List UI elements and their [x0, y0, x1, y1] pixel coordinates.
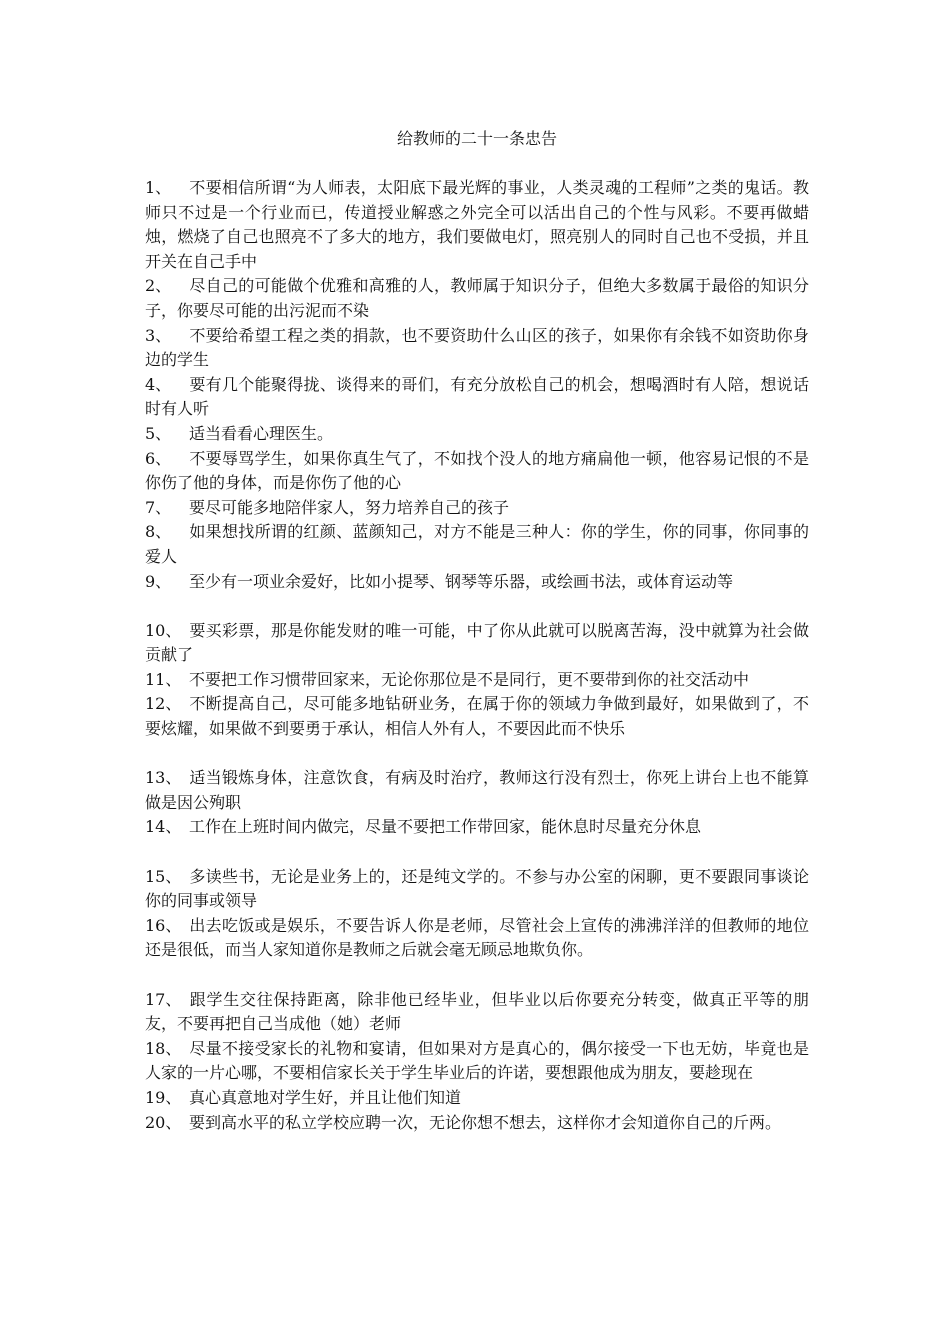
- item-number: 12、: [145, 694, 182, 714]
- paragraph-gap: [145, 963, 809, 988]
- item-number: 14、: [145, 817, 182, 837]
- item-text: 要买彩票，那是你能发财的唯一可能，中了你从此就可以脱离苦海，没中就算为社会做贡献了: [145, 620, 809, 665]
- item-text: 要到高水平的私立学校应聘一次，无论你想不想去，这样你才会知道你自己的斤两。: [189, 1112, 782, 1132]
- item-text: 真心真意地对学生好，并且让他们知道: [189, 1087, 462, 1107]
- list-item: [145, 914, 809, 963]
- item-text: 不断提高自己，尽可能多地钻研业务，在属于你的领域力争做到最好，如果做到了，不要炫耀，如果做不到要勇于承认，相信人外有人，不要因此而不快乐: [145, 694, 809, 739]
- item-number: 16、: [145, 915, 182, 935]
- paragraph-gap: [145, 594, 809, 619]
- list-item: [145, 520, 809, 569]
- item-text: 适当锻炼身体，注意饮食，有病及时治疗，教师这行没有烈士，你死上讲台上也不能算做是因公殉职: [145, 768, 809, 812]
- list-item: [145, 496, 809, 521]
- item-number: 19、: [145, 1087, 182, 1107]
- list-item: [145, 274, 809, 323]
- list-item: [145, 447, 809, 496]
- item-text: 不要给希望工程之类的捐款，也不要资助什么山区的孩子，如果你有余钱不如资助你身边的学生: [145, 325, 809, 370]
- list-item: [145, 865, 809, 914]
- item-number: 6、: [145, 448, 172, 468]
- item-number: 11、: [145, 669, 182, 689]
- list-item: [145, 422, 809, 447]
- document-body: [145, 127, 809, 1135]
- item-number: 7、: [145, 497, 172, 517]
- list-item: [145, 766, 809, 815]
- item-text: 不要把工作习惯带回家来，无论你那位是不是同行，更不要带到你的社交活动中: [189, 669, 750, 689]
- item-number: 2、: [145, 276, 172, 296]
- item-number: 13、: [145, 768, 182, 788]
- list-item: [145, 1111, 809, 1136]
- item-text: 尽量不接受家长的礼物和宴请，但如果对方是真心的，偶尔接受一下也无妨，毕竟也是人家的一片心哪，不要相信家长关于学生毕业后的许诺，要想跟他成为朋友，要趁现在: [145, 1038, 809, 1083]
- item-text: 多读些书，无论是业务上的，还是纯文学的。不参与办公室的闲聊，更不要跟同事谈论你的同事或领导: [145, 866, 809, 911]
- list-item: [145, 668, 809, 693]
- item-text: 不要辱骂学生，如果你真生气了，不如找个没人的地方痛扁他一顿，他容易记恨的不是你伤了他的身体，而是你伤了他的心: [145, 448, 809, 493]
- item-text: 不要相信所谓“为人师表，太阳底下最光辉的事业，人类灵魂的工程师”之类的鬼话。教师只不过是一个行业而已，传道授业解惑之外完全可以活出自己的个性与风彩。不要再做蜡烛，燃烧了自己也照亮不了多大的地方，我们要做电灯，照亮别人的同时自己也不受损，并且开关在自己手中: [145, 178, 809, 271]
- item-number: 20、: [145, 1112, 182, 1132]
- item-text: 工作在上班时间内做完，尽量不要把工作带回家，能休息时尽量充分休息: [189, 817, 702, 837]
- item-number: 17、: [145, 989, 182, 1009]
- item-text: 要尽可能多地陪伴家人，努力培养自己的孩子: [189, 497, 510, 517]
- item-number: 4、: [145, 374, 172, 394]
- document-title: 给教师的二十一条忠告: [396, 129, 557, 148]
- paragraph-gap: [145, 742, 809, 767]
- item-text: 至少有一项业余爱好，比如小提琴、钢琴等乐器，或绘画书法，或体育运动等: [189, 571, 734, 591]
- item-number: 8、: [145, 522, 172, 542]
- list-item: [145, 176, 809, 274]
- item-number: 15、: [145, 866, 182, 886]
- list-item: [145, 619, 809, 668]
- item-number: 5、: [145, 423, 172, 443]
- item-text: 如果想找所谓的红颜、蓝颜知己，对方不能是三种人：你的学生，你的同事，你同事的爱人: [145, 522, 809, 566]
- item-number: 3、: [145, 325, 172, 345]
- item-number: 1、: [145, 178, 172, 197]
- list-item: [145, 692, 809, 741]
- item-text: 要有几个能聚得拢、谈得来的哥们，有充分放松自己的机会，想喝酒时有人陪，想说话时有人听: [145, 374, 809, 419]
- paragraph-gap: [145, 840, 809, 865]
- item-text: 适当看看心理医生。: [189, 423, 334, 443]
- list-item: [145, 1037, 809, 1086]
- list-item: [145, 988, 809, 1037]
- list-item: [145, 373, 809, 422]
- item-number: 9、: [145, 571, 172, 591]
- list-item: [145, 815, 809, 840]
- list-item: [145, 570, 809, 595]
- list-item: [145, 1086, 809, 1111]
- item-text: 跟学生交往保持距离，除非他已经毕业，但毕业以后你要充分转变，做真正平等的朋友，不要再把自己当成他（她）老师: [145, 989, 809, 1034]
- item-text: 出去吃饭或是娱乐，不要告诉人你是老师，尽管社会上宣传的沸沸洋洋的但教师的地位还是很低，而当人家知道你是教师之后就会毫无顾忌地欺负你。: [145, 915, 809, 960]
- item-number: 10、: [145, 620, 182, 640]
- item-number: 18、: [145, 1038, 182, 1058]
- list-item: [145, 324, 809, 373]
- item-text: 尽自己的可能做个优雅和高雅的人，教师属于知识分子，但绝大多数属于最俗的知识分子，你要尽可能的出污泥而不染: [145, 276, 809, 320]
